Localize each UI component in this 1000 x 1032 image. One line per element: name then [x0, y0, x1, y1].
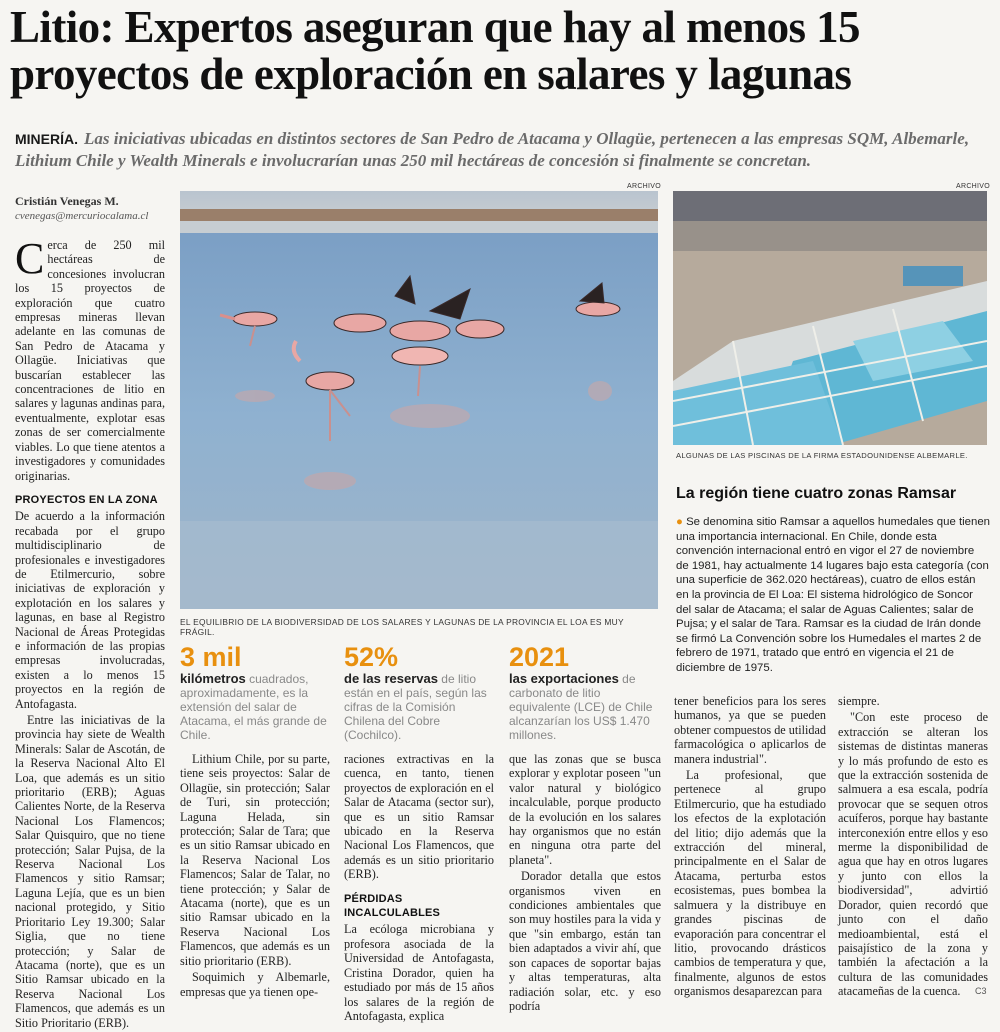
article-column-3 — [344, 752, 494, 1025]
paragraph: "Con este proceso de extracción se alteran los sistemas de distintas maneras y lo más profundo de esto es que la extracción sostenida de salmuera a esa escala, podría provocar que se sequen otros acuíferos, porque hay bastante interconexión entre ellos y eso merme la disponibilidad de agua que hay en otros lugares y junto con ellos la biodiversidad", advirtió Dorador, quien recordó que junto con el daño medioambiental, está el paisajístico de la zona y también la afectación a la cultura de las comunidades atacameñas de la cuenca. — [838, 710, 988, 999]
ponds-image — [673, 191, 987, 445]
paragraph: La ecóloga microbiana y profesora asociada de la Universidad de Antofagasta, Cristina Dorador, quien ha estudiado por más de 15 años los salares de la región de Antofagasta, explica — [344, 922, 494, 1023]
stat-exportaciones: 2021 las exportaciones de carbonato de litio equivalente (LCE) de Chile alcanzarían los US$ 1.470 millones. — [509, 642, 661, 742]
paragraph: La profesional, que pertenece al grupo Etilmercurio, que ha estudiado los efectos de la explotación del litio; dijo además que la extracción del mineral, principalmente en el Salar de Atacama, perturba estos ecosistemas, pues bombea la salmuera y la distribuye en grandes piscinas de evaporación para concentrar el litio, provocando drásticos cambios de temperatura y que, finalmente, algunos de estos organismos desaparezcan para — [674, 768, 826, 999]
paragraph: Lithium Chile, por su parte, tiene seis proyectos: Salar de Ollagüe, sin protección; Salar de Turi, sin protección; Laguna Helada, sin protección; Salar de Tara; que es un sitio Ramsar ubicado en la Reserva Nacional Los Flamencos; Salar de Talar, no tiene protección; y Salar de Atacama (norte), que es un sitio Ramsar ubicado en la Reserva Nacional Los Flamencos, que además es un sitio prioritario (ERB). — [180, 752, 330, 968]
paragraph: Soquimich y Albemarle, empresas que ya tienen ope- — [180, 970, 330, 999]
photo-caption: EL EQUILIBRIO DE LA BIODIVERSIDAD DE LOS SALARES Y LAGUNAS DE LA PROVINCIA EL LOA ES MUY FRÁGIL. — [180, 617, 624, 637]
section-kicker: MINERÍA. — [15, 131, 78, 147]
article-column-1 — [15, 234, 165, 1032]
ponds-photo — [673, 191, 987, 445]
author-email: cvenegas@mercuriocalama.cl — [15, 210, 149, 222]
subhead-proyectos: PROYECTOS EN LA ZONA — [15, 493, 158, 506]
paragraph: siempre. — [838, 694, 880, 708]
article-column-2 — [180, 752, 330, 1001]
deck-text: Las iniciativas ubicadas en distintos sectores de San Pedro de Atacama y Ollagüe, pertenecen a las empresas SQM, Albemarle, Lithium Chile y Wealth Minerals e involucrarían unas 250 mil hectáreas de concesión si finalmente se concretan. — [15, 129, 970, 170]
page-mark: C3 — [975, 986, 987, 996]
photo-credit: ARCHIVO — [627, 183, 661, 190]
paragraph: Dorador detalla que estos organismos viven en condiciones ambientales que son muy hostiles para la vida y que "sin embargo, están tan bien adaptados a vivir ahí, que son capaces de soportar bajas y altas temperaturas, alta radiación solar, etc. y eso podría — [509, 869, 661, 1013]
intro-paragraph: erca de 250 mil hectáreas de concesiones involucran los 15 proyectos de exploración que cuatro empresas mineras llevan adelante en las comunas de San Pedro de Atacama y Ollagüe. Iniciativas que buscarían establecer las concentraciones de litio en salares y lagunas andinas para, eventualmente, explotar esas zonas de ser comercialmente viables. Lo que tiene atentos a investigadores y comunidades originarias. — [15, 238, 165, 483]
ramsar-box-title: La región tiene cuatro zonas Ramsar — [676, 485, 957, 502]
stat-number: 3 mil — [180, 642, 242, 672]
stat-reservas: 52% de las reservas de litio están en el país, según las cifras de la Comisión Chilena del Cobre (Cochilco). — [344, 642, 494, 742]
headline — [10, 4, 995, 98]
ramsar-box-text: ● Se denomina sitio Ramsar a aquellos humedales que tienen una importancia internacional. En Chile, donde esta convención internacional entró en vigor el 27 de noviembre de 1981, hay actualmente 14 lugares bajo esta categoría (con una superficie de 362.020 hectáreas), cuatro de ellos están en la provincia de El Loa: El sistema hidrológico de Soncor del salar de Atacama; el salar de Aguas Calientes; salar de Pujsa; y el salar de Tara. Ramsar es la ciudad de Irán donde se firmó La Convención sobre los Humedales el martes 2 de febrero de 1971, tratado que entró en vigencia el 21 de diciembre de 1975. — [676, 516, 991, 674]
photo-credit: ARCHIVO — [956, 183, 990, 190]
dropcap: C — [15, 234, 45, 283]
stat-kilometros: 3 mil kilómetros cuadrados, aproximadamente, es la extensión del salar de Atacama, el más grande de Chile. — [180, 642, 330, 742]
paragraph: De acuerdo a la información recabada por el grupo multidisciplinario de profesionales e investigadores de Etilmercurio, sobre iniciativas de exploración y explotación en los salares y lagunas, en base al Registro Nacional de Áreas Protegidas e información de las propias empresas involucradas, existen a lo menos 15 proyectos en la región de Antofagasta. — [15, 509, 165, 711]
paragraph: raciones extractivas en la cuenca, en tanto, tienen proyectos de exploración en el Salar de Atacama (sector sur), que es un sitio Ramsar ubicado en la Reserva Nacional Los Flamencos, que además es un sitio prioritario (ERB). — [344, 752, 494, 882]
author-byline: Cristián Venegas M. — [15, 194, 119, 208]
deck — [15, 128, 990, 172]
headline-line-2: proyectos de exploración en salares y lagunas — [10, 49, 852, 99]
subhead-perdidas: PÉRDIDAS INCALCULABLES — [344, 892, 441, 920]
paragraph: tener beneficios para los seres humanos, ya que se pueden obtener compuestos de utilidad farmacológica o aplicarlos de manera industrial". — [674, 694, 826, 766]
bullet-icon: ● — [676, 516, 683, 528]
stat-number: 2021 — [509, 642, 570, 672]
article-column-5 — [674, 694, 826, 1001]
flamingo-image — [180, 191, 658, 609]
headline-line-1: Litio: Expertos aseguran que hay al menos 15 — [10, 2, 860, 52]
photo-caption: ALGUNAS DE LAS PISCINAS DE LA FIRMA ESTADOUNIDENSE ALBEMARLE. — [676, 451, 968, 460]
flamingo-photo — [180, 191, 658, 609]
paragraph: que las zonas que se busca explorar y explotar poseen "un valor natural y biológico incalculable, porque producto de la evolución en los salares hay organismos que no están en ninguna otra parte del planeta". — [509, 752, 661, 867]
stat-number: 52% — [344, 642, 399, 672]
article-column-4 — [509, 752, 661, 1015]
article-column-6 — [838, 694, 988, 1001]
paragraph: Entre las iniciativas de la provincia hay siete de Wealth Minerals: Salar de Ascotán, de la Reserva Nacional Alto El Loa, que además es un sitio prioritario (ERB); Aguas Calientes Norte, de la Reserva Nacional Los Flamencos; Salar Quisquiro, que no tiene protección; Salar Pujsa, de la Reserva Nacional Los Flamencos y sitio Ramsar; Laguna Lejía, que es un bien nacional protegido, y Sitio Prioritario Ley 19.300; Salar Siglia, que no tiene protección; y Salar de Atacama (norte), que es un Sitio Ramsar ubicado en la Reserva Nacional Los Flamencos, que además es un Sitio Prioritario (ERB). — [15, 713, 165, 1030]
